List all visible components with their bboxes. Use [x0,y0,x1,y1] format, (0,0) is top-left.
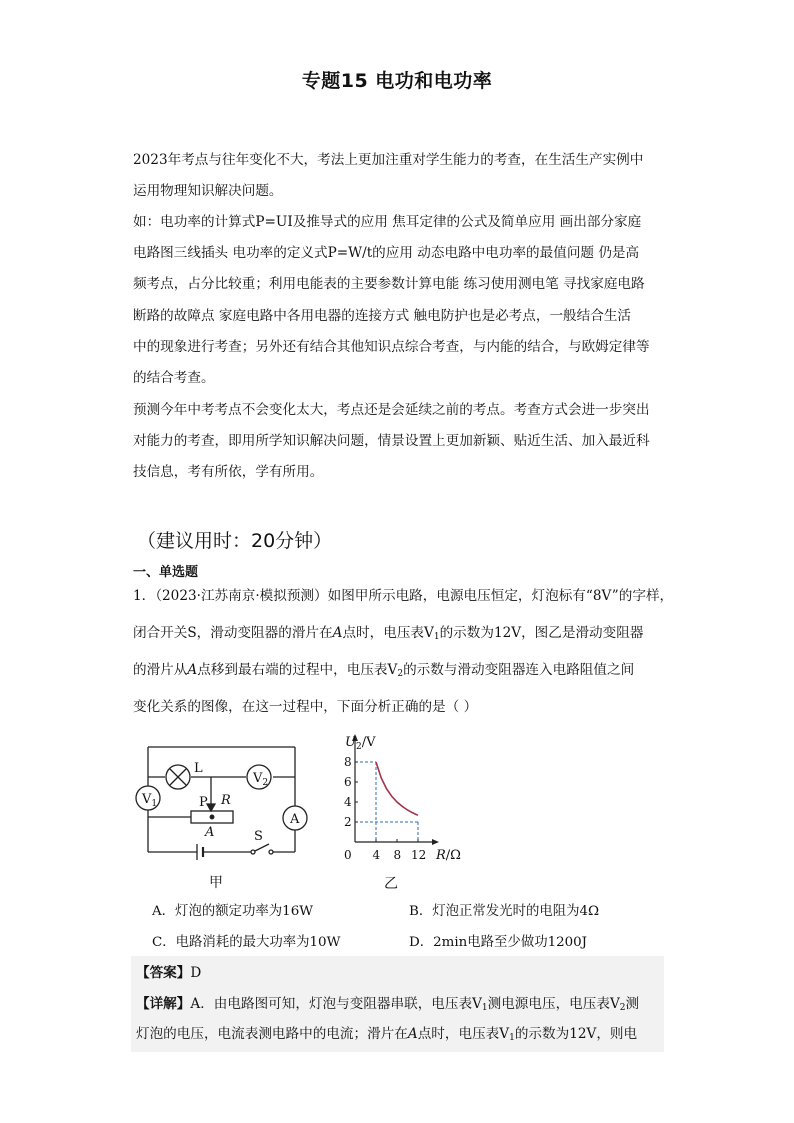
u2-r-graph [344,734,461,892]
ammeter-label: A [290,812,300,827]
text-line: 如：电功率的计算式P=UI及推导式的应用 焦耳定律的公式及简单应用 画出部分家庭 [133,214,642,230]
text-run: 点时，电压表V [342,625,434,641]
option-a[interactable]: A．灯泡的额定功率为16W [152,904,313,919]
subscript: 1 [481,1003,488,1013]
x-axis-label-var: R [436,848,446,863]
question-1 [133,578,674,726]
subscript: 1 [433,632,440,642]
text-line: 中的现象进行考查；另外还有结合其他知识点综合考查，与内能的结合，与欧姆定律等 [133,338,650,355]
circuit-labels [141,761,300,891]
time-hint: （建议用时：20分钟） [137,530,333,552]
detail-label: 【详解】 [136,996,191,1012]
resistor-label: R [221,793,231,808]
option-b[interactable]: B．灯泡正常发光时的电阻为4Ω [409,904,600,919]
intro-paragraph-3 [133,395,663,489]
x-tick-label: 4 [372,848,381,862]
x-axis-label [435,848,461,863]
switch-label: S [254,829,263,844]
subscript: 2 [397,669,404,679]
y-tick-label: 4 [344,795,352,809]
text-line: 对能力的考查，即用所学知识解决问题，情景设置上更加新颖、贴近生活、加入最近科 [133,433,650,450]
question-line: 1．（2023·江苏南京·模拟预测）如图甲所示电路，电源电压恒定，灯泡标有“8V”的字样， [133,588,674,604]
v1-letter: V [142,792,152,807]
subscript: 1 [509,1033,515,1043]
text-run: 的示数与滑动变阻器连入电路阻值之间 [403,662,635,678]
v1-subscript: 1 [151,799,158,809]
answer-label: 【答案】 [136,965,191,981]
detail-line [136,992,639,1013]
y-axis-label-var: U [345,735,356,750]
section-label: 一、单选题 [133,565,199,580]
text-run: 闭合开关S，滑动变阻器的滑片在 [133,625,333,641]
series-line [376,762,418,815]
text-run: 的滑片从 [133,662,188,678]
text-run: 灯泡的电压，电流表测电路中的电流；滑片在 [136,1026,408,1042]
text-line: 的结合考查。 [133,370,215,387]
text-run: 点移到最右端的过程中，电压表V [197,662,398,678]
y-tick-label: 6 [344,775,352,789]
text-line: 预测今年中考考点不会变化太大，考点还是会延续之前的考点。考查方式会进一步突出 [133,402,650,418]
text-run: 的示数为12V，图乙是滑动变阻器 [439,625,644,641]
y-axis-label-unit: /V [361,735,376,750]
v2-subscript: 2 [262,778,269,788]
text-run: A．由电路图可知，灯泡与变阻器串联，电压表V [190,996,482,1012]
point-a-label: A [205,825,215,840]
y-axis-label-sub: 2 [355,742,362,752]
text-run: 的示数为12V，则电 [514,1026,638,1042]
point-a-dot [210,815,214,819]
x-tick-label: 0 [344,848,352,862]
question-line [133,615,668,652]
slider-arrow-icon [207,804,215,811]
y-tick-label: 8 [344,755,352,769]
v2-letter: V [253,771,263,786]
x-axis-arrow-icon [432,839,439,845]
answer-line [136,961,201,981]
graph-caption: 乙 [384,876,398,892]
text-line: 技信息，考有所依，学有所用。 [133,464,324,481]
text-line: 电路图三线插头 电功率的定义式P=W/t的应用 动态电路中电功率的最值问题 仍是高 [133,245,640,262]
v2-label [252,771,268,788]
text-line: 运用物理知识解决问题。 [133,183,283,200]
answer-box [131,956,664,1052]
page-title: 专题15 电功和电功率 [301,70,493,92]
switch-icon [251,850,255,854]
question-line [133,652,668,689]
intro-paragraph-2 [133,207,663,394]
text-run: 测 [625,996,640,1012]
lamp-label: L [194,761,203,776]
y-tick-label: 2 [344,815,352,829]
text-line: 频考点，占分比较重；利用电能表的主要参数计算电能 练习使用测电笔 寻找家庭电路 [133,276,645,293]
point-label: A [407,1026,418,1042]
answer-value: D [190,965,202,981]
text-line: 2023年考点与往年变化不大，考法上更加注重对学生能力的考查，在生活生产实例中 [133,152,644,168]
option-c[interactable]: C．电路消耗的最大功率为10W [152,935,341,950]
switch-icon [255,844,269,851]
y-axis-label [345,735,376,752]
subscript: 2 [619,1003,626,1013]
x-tick-label: 8 [393,848,402,862]
question-line: 变化关系的图像，在这一过程中，下面分析正确的是（ ） [133,699,478,715]
text-run: 点时，电压表V [417,1026,510,1042]
x-axis-label-unit: /Ω [445,848,461,863]
text-run: 测电源电压，电压表V [487,996,620,1012]
point-label: A [187,662,198,678]
circuit-caption: 甲 [209,875,223,891]
point-label: A [332,625,343,641]
slider-label: P [199,795,208,810]
x-tick-label: 12 [411,848,427,862]
option-d[interactable]: D．2min电路至少做功1200J [409,935,588,950]
intro-paragraph-1 [133,145,663,207]
switch-icon [269,850,273,854]
question-figure [133,732,473,897]
text-line: 断路的故障点 家庭电路中各用电器的连接方式 触电防护也是必考点，一般结合生活 [133,307,632,324]
detail-line [136,1022,637,1043]
